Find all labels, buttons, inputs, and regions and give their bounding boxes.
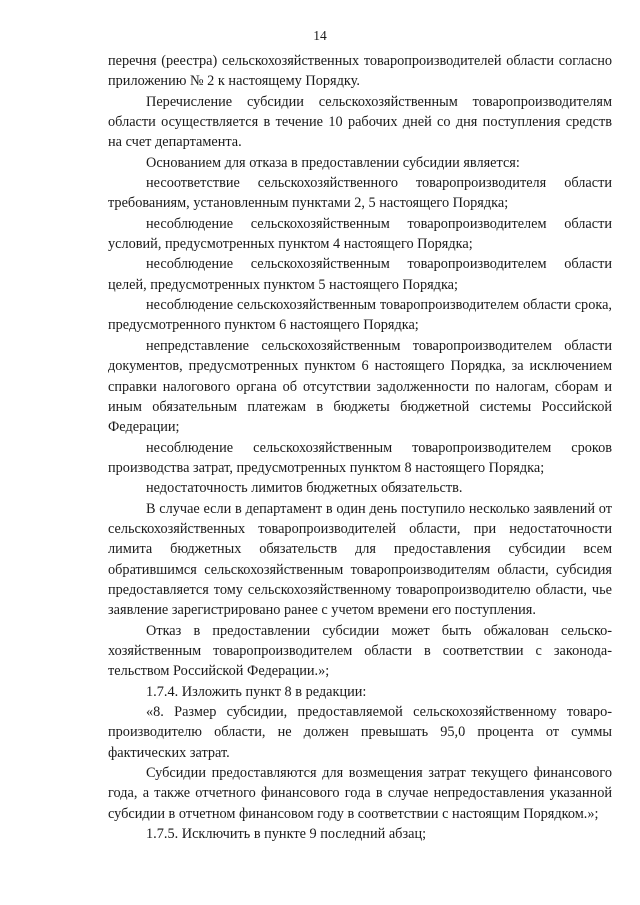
paragraph: Субсидии предоставляются для возмещения затрат текущего финансового года, а также отчетного финансового года в случае непредоставления указанной субсидии в отчетном финансовом году в соответствии с настоящим Порядком.»; <box>108 765 612 822</box>
paragraph: В случае если в департамент в один день поступило несколько заявлений от сельскохозяйственных товаропроизводителей области, при недостаточности лимита бюджетных обязательств для предоставления субсидии всем обратившимся сельскохозяйственным товаропроизводителям области, субсидия предоставляется тому сельскохозяйственному товаропроизводителю области, чье заявление зарегистрировано ранее с учетом времени его поступления. <box>108 500 612 619</box>
list-item: недостаточность лимитов бюджетных обязательств. <box>146 480 463 497</box>
paragraph: Перечисление субсидии сельскохозяйственным товаропроизводителям области осуществляется в течение 10 рабочих дней со дня поступления средств на счет департамента. <box>108 93 612 151</box>
list-item: непредставление сельскохозяйственным товаропроизводителем области документов, предусмотренных пунктом 6 настоящего Порядка, за исключением справки налогового органа об отсутствии задолженности по налогам, сборам и иным обязательным платежам в бюджеты бюджетной системы Российской Федерации; <box>108 337 612 436</box>
paragraph: Отказ в предоставлении субсидии может быть обжалован сельско-хозяйственным товаропроизводителем области в соответствии с законода-тельством Российской Федерации.»; <box>108 622 612 680</box>
list-item: несоблюдение сельскохозяйственным товаропроизводителем области срока, предусмотренного пунктом 6 настоящего Порядка; <box>108 297 612 334</box>
list-item: несоблюдение сельскохозяйственным товаропроизводителем области целей, предусмотренных пунктом 5 настоящего Порядка; <box>108 256 612 293</box>
paragraph: перечня (реестра) сельскохозяйственных товаропроизводителей области согласно приложению № 2 к настоящему Порядку. <box>108 53 612 90</box>
clause-heading: 1.7.4. Изложить пункт 8 в редакции: <box>146 683 367 700</box>
page-number: 14 <box>313 28 327 43</box>
paragraph: «8. Размер субсидии, предоставляемой сельскохозяйственному товаро-производителю области, не должен превышать 95,0 процента от суммы фактических затрат. <box>108 704 612 761</box>
list-item: несоблюдение сельскохозяйственным товаропроизводителем области условий, предусмотренных пунктом 4 настоящего Порядка; <box>108 215 612 253</box>
body-text <box>108 51 612 844</box>
paragraph: Основанием для отказа в предоставлении субсидии является: <box>146 154 520 171</box>
list-item: несоответствие сельскохозяйственного товаропроизводителя области требованиям, установленным пунктами 2, 5 настоящего Порядка; <box>108 175 612 212</box>
clause-heading: 1.7.5. Исключить в пункте 9 последний абзац; <box>146 826 427 843</box>
list-item: несоблюдение сельскохозяйственным товаропроизводителем сроков производства затрат, предусмотренных пунктом 8 настоящего Порядка; <box>108 439 612 476</box>
